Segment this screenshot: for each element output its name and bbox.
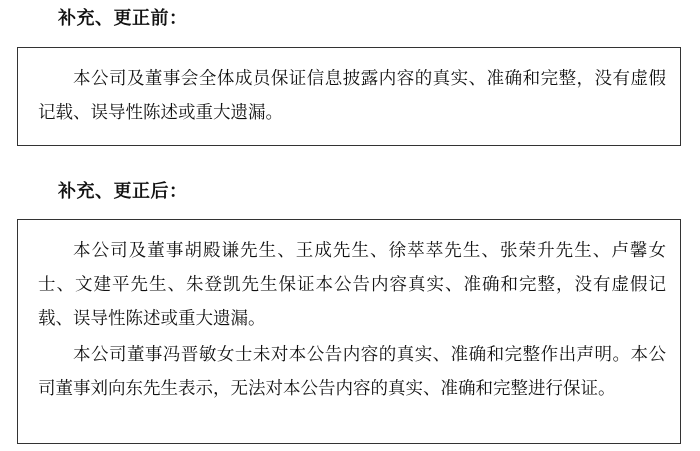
statement-box-after [17,219,681,444]
statement-paragraph: 本公司及董事会全体成员保证信息披露内容的真实、准确和完整，没有虚假记载、误导性陈述或重大遗漏。 [38,69,666,123]
heading-before-correction: 补充、更正前： [58,8,188,29]
heading-after-correction: 补充、更正后： [58,181,188,202]
statement-paragraph: 本公司及董事胡殿谦先生、王成先生、徐萃萃先生、张荣升先生、卢馨女士、文建平先生、朱登凯先生保证本公告内容真实、准确和完整，没有虚假记载、误导性陈述或重大遗漏。 [38,241,666,329]
statement-box-before [17,47,681,146]
statement-paragraph: 本公司董事冯晋敏女士未对本公告内容的真实、准确和完整作出声明。本公司董事刘向东先生表示，无法对本公告内容的真实、准确和完整进行保证。 [38,345,666,399]
